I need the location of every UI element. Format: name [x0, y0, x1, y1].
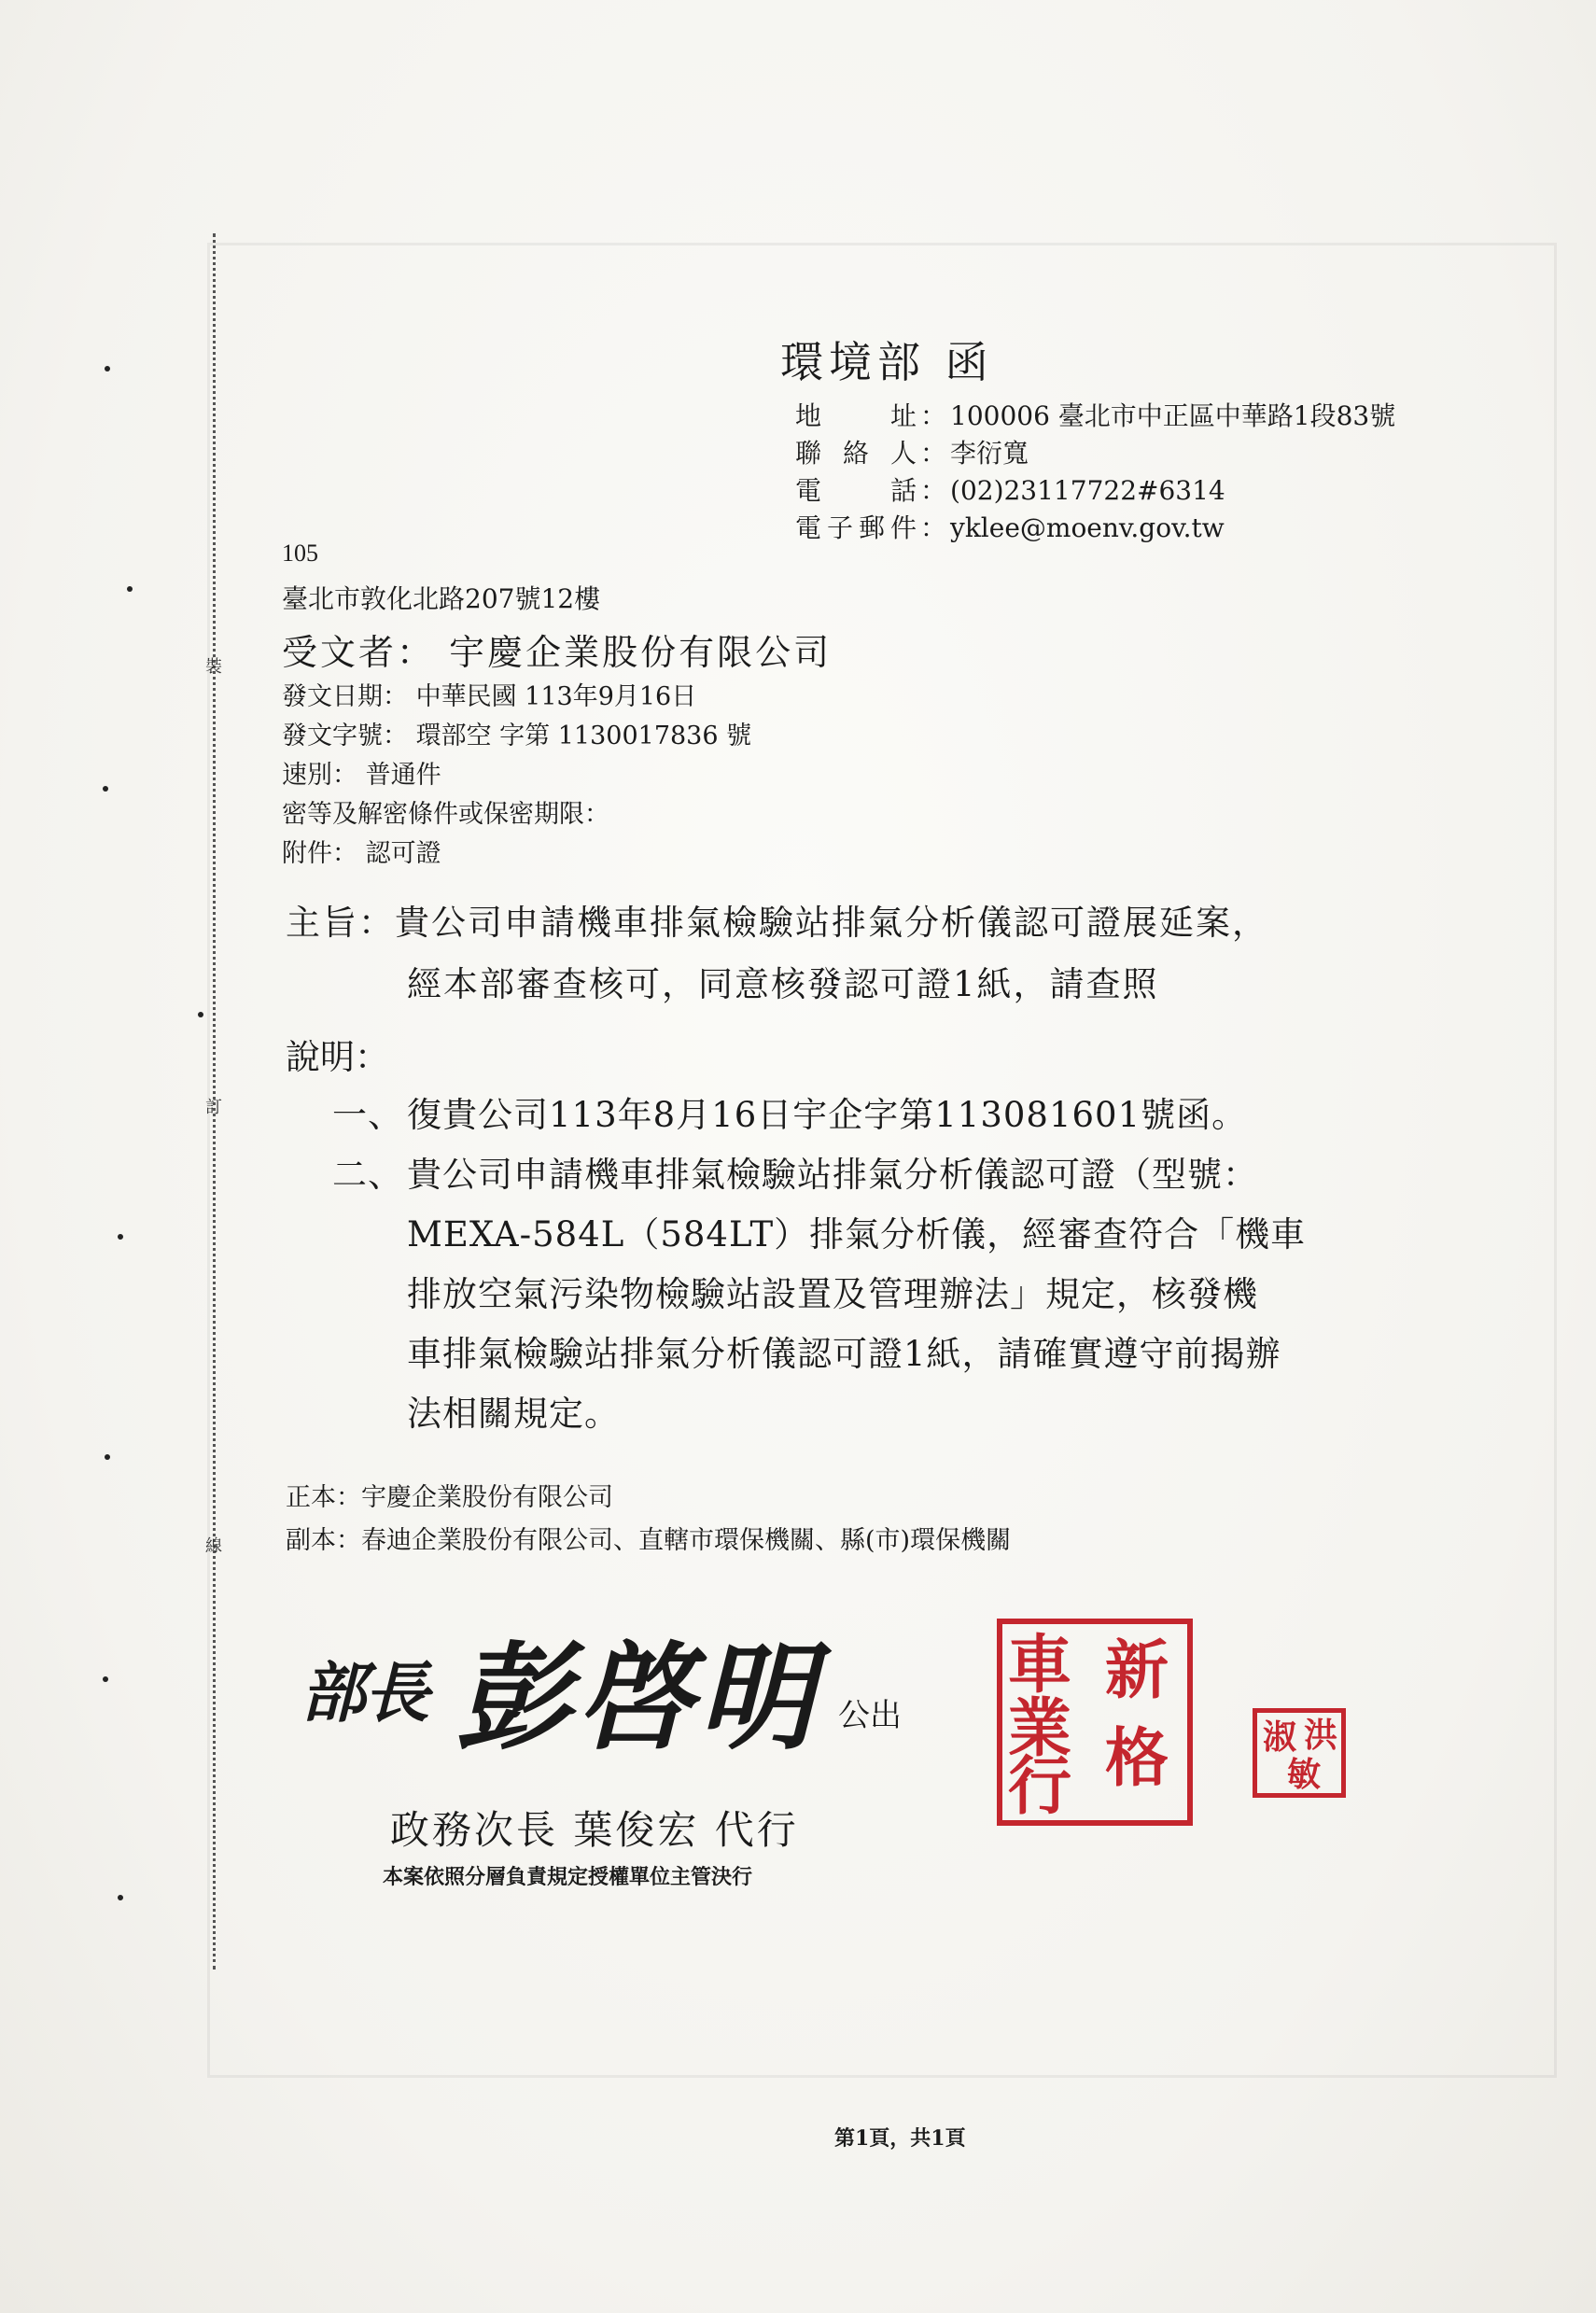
margin-dot: [198, 1012, 203, 1017]
seal-char: 格: [1105, 1721, 1169, 1796]
attachment: 附件： 認可證: [282, 839, 441, 868]
issue-date: 發文日期： 中華民國 113年9月16日: [282, 682, 697, 711]
contact-value: (02)23117722#6314: [950, 475, 1225, 506]
margin-dot: [105, 1454, 110, 1460]
margin-dot: [103, 1676, 108, 1682]
contact-value: 李衍寬: [950, 438, 1029, 469]
item-line: 貴公司申請機車排氣檢驗站排氣分析儀認可證（型號：: [407, 1155, 1258, 1195]
binding-char: 線: [205, 1536, 222, 1556]
margin-dot: [127, 586, 133, 592]
signature-suffix: 公出: [838, 1697, 902, 1734]
seal-char: 車: [1008, 1628, 1072, 1703]
item-line: 排放空氣污染物檢驗站設置及管理辦法」規定，核發機: [407, 1274, 1258, 1314]
subject-line-2: 經本部審查核可，同意核發認可證1紙，請查照: [407, 964, 1159, 1004]
recipient-address: 臺北市敦化北路207號12樓: [282, 583, 601, 614]
margin-dot: [118, 1234, 123, 1240]
document-number: 發文字號： 環部空 字第 1130017836 號: [282, 722, 752, 750]
item-line: 車排氣檢驗站排氣分析儀認可證1紙，請確實遵守前揭辦: [407, 1334, 1281, 1374]
binding-char: 訂: [205, 1098, 222, 1117]
document-title: 環境部 函: [780, 337, 994, 387]
binding-char: 裝: [205, 657, 222, 677]
original-copy: 正本：宇慶企業股份有限公司: [286, 1483, 613, 1512]
contact-phone: 電話 ： (02)23117722#6314: [795, 470, 1225, 508]
carbon-copy: 副本：春迪企業股份有限公司、直轄市環保機關、縣(市)環保機關: [286, 1526, 1012, 1555]
description-heading: 說明：: [286, 1037, 389, 1077]
delegation-note: 本案依照分層負責規定授權單位主管決行: [383, 1865, 753, 1889]
seal-char: 新: [1105, 1633, 1169, 1708]
contact-label: 地址: [795, 400, 917, 431]
contact-label: 電話: [795, 475, 917, 506]
contact-value: yklee@moenv.gov.tw: [950, 512, 1225, 543]
contact-label: 聯絡人: [795, 438, 917, 469]
seal-char: 淑: [1263, 1717, 1297, 1757]
deputy-signature: 政務次長 葉俊宏 代行: [390, 1807, 799, 1853]
item-marker: 一、: [332, 1095, 403, 1135]
subject-line-1: 主旨：貴公司申請機車排氣檢驗站排氣分析儀認可證展延案，: [286, 903, 1268, 943]
urgency: 速別： 普通件: [282, 761, 441, 790]
margin-dot: [105, 366, 110, 371]
seal-char: 行: [1008, 1749, 1072, 1824]
item-line: 復貴公司113年8月16日宇企字第113081601號函。: [407, 1095, 1248, 1135]
item-line: 法相關規定。: [407, 1394, 620, 1434]
contact-person: 聯絡人 ： 李衍寬: [795, 433, 1029, 470]
page-indicator: 第1頁，共1頁: [834, 2126, 966, 2151]
signature-title: 部長: [301, 1654, 427, 1731]
contact-address: 地址 ： 100006 臺北市中正區中華路1段83號: [795, 396, 1395, 433]
contact-value: 100006 臺北市中正區中華路1段83號: [950, 400, 1396, 431]
seal-char: 業: [1008, 1691, 1072, 1766]
classification: 密等及解密條件或保密期限：: [282, 800, 609, 829]
recipient: 受文者： 宇慶企業股份有限公司: [282, 632, 833, 673]
contact-label: 電子郵件: [795, 512, 917, 543]
seal-char: 敏: [1287, 1755, 1322, 1794]
personal-seal: [1253, 1708, 1346, 1798]
item-marker: 二、: [332, 1155, 403, 1195]
seal-char: 洪: [1304, 1716, 1338, 1755]
margin-dot: [118, 1895, 123, 1900]
postal-code: 105: [282, 540, 318, 567]
contact-email: 電子郵件 ： yklee@moenv.gov.tw: [795, 508, 1225, 545]
company-seal: [997, 1619, 1193, 1826]
signature-name: 彭啓明: [455, 1631, 820, 1766]
margin-dot: [103, 786, 108, 792]
item-line: MEXA-584L（584LT）排氣分析儀，經審查符合「機車: [407, 1214, 1307, 1255]
